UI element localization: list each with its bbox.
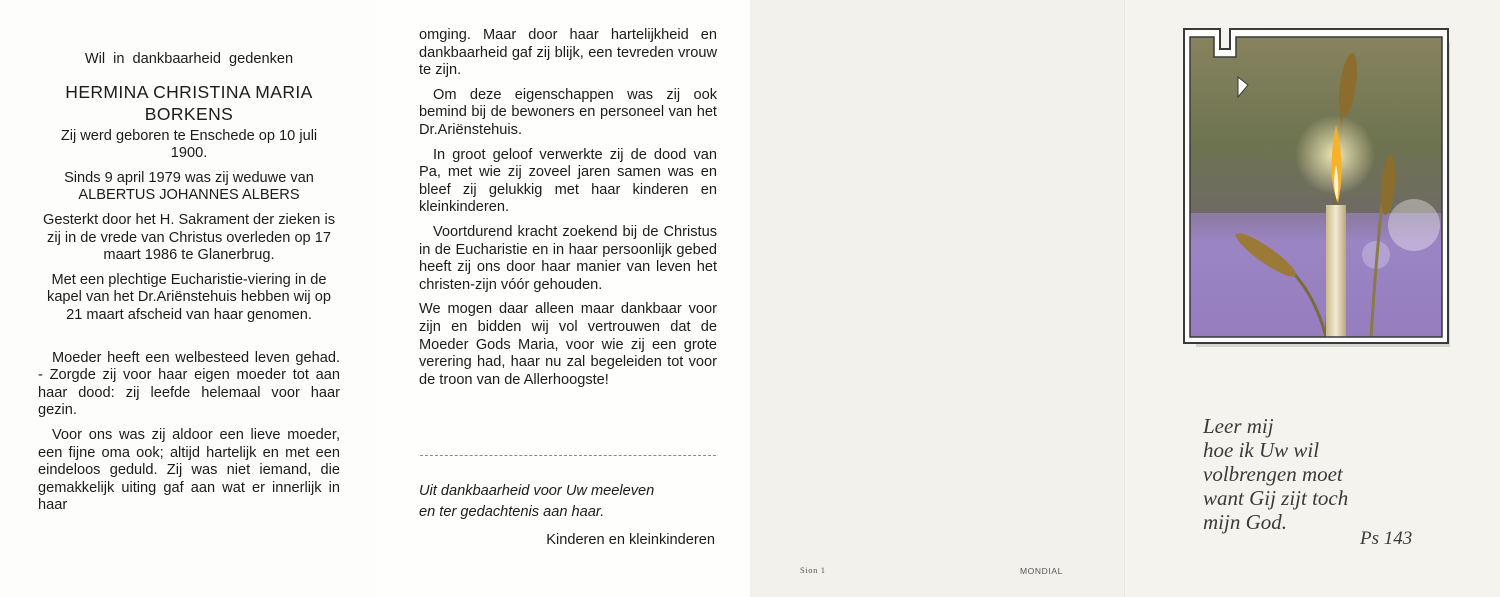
thanks-block [419,481,717,523]
tribute-paragraph-7: We mogen daar alleen maar dankbaar voor zijn en bidden wij vol vertrouwen dat de Moeder Gods Maria, voor wie zij een grote verering had, haar nu zal begeleiden tot voor de troon van de Allerhoogste! [419,301,717,388]
widow-text: Sinds 9 april 1979 was zij weduwe van [64,169,314,186]
deceased-name-line1: HERMINA CHRISTINA MARIA [65,81,313,102]
funeral-text: Met een plechtige Eucharistie-viering in de kapel van het Dr.Ariënstehuis hebben wij op 21 maart afscheid van haar genomen. [47,271,331,323]
poem-line: mijn God. [1203,510,1287,534]
obituary-left-column [38,51,340,515]
thanks-line-1: Uit dankbaarheid voor Uw meeleven [419,483,655,499]
card-back-panel [750,0,1125,597]
tribute-paragraph-3: omging. Maar door haar hartelijkheid en dankbaarheid gaf zij blijk, een tevreden vrouw te zijn. [419,27,717,79]
psalm-reference: Ps 143 [1360,528,1413,549]
obituary-right-column [419,27,717,389]
bokeh-light [1388,199,1440,251]
tribute-paragraph-5: In groot geloof verwerkte zij de dood van Pa, met wie zij zoveel jaren samen was en bleef zij gelukkig met haar kinderen en kleinkinderen. [419,146,717,216]
candle-wheat-picture [1176,25,1458,375]
thanks-line-2: en ter gedachtenis aan haar. [419,504,605,520]
husband-name: ALBERTUS JOHANNES ALBERS [78,187,300,204]
signature: Kinderen en kleinkinderen [546,532,715,548]
scripture-poem [1203,414,1348,534]
tribute-paragraph-4: Om deze eigenschappen was zij ook bemind bij de bewoners en personeel van het Dr.Ariënstehuis. [419,86,717,138]
dashed-separator [420,455,716,456]
intro-line: Wil in dankbaarheid gedenken [84,51,294,67]
deceased-name-line2: BORKENS [144,103,234,124]
poem-line: want Gij zijt toch [1203,486,1349,510]
imprint-left: Sion 1 [800,565,826,575]
poem-line: hoe ik Uw wil [1203,438,1320,462]
imprint-center: MONDIAL [1020,566,1063,576]
poem-line: Leer mij [1203,414,1274,438]
poem-line: volbrengen moet [1203,462,1343,486]
tribute-paragraph-6: Voortdurend kracht zoekend bij de Christus in de Eucharistie en in haar persoonlijk gebed heeft zij ons door haar manier van leven het christen-zijn vóór gehouden. [419,223,717,293]
photo-area [1176,25,1458,375]
death-text: Gesterkt door het H. Sakrament der zieken is zij in de vrede van Christus overleden op 17 maart 1986 te Glanerbrug. [42,211,335,264]
fold-crease [1124,0,1126,597]
candle [1326,205,1346,345]
tribute-paragraph-2: Voor ons was zij aldoor een lieve moeder, een fijne oma ook; altijd hartelijk en met een eindeloos geduld. Zij was niet iemand, die gemakkelijk uiting gaf aan wat er innerlijk in haar [38,426,340,514]
tribute-paragraph-1: Moeder heeft een welbesteed leven gehad. - Zorgde zij voor haar eigen moeder tot aan haar dood: zij leefde helemaal voor haar gezin. [38,349,340,419]
birth-text: Zij werd geboren te Enschede op 10 juli 1900. [60,127,318,162]
